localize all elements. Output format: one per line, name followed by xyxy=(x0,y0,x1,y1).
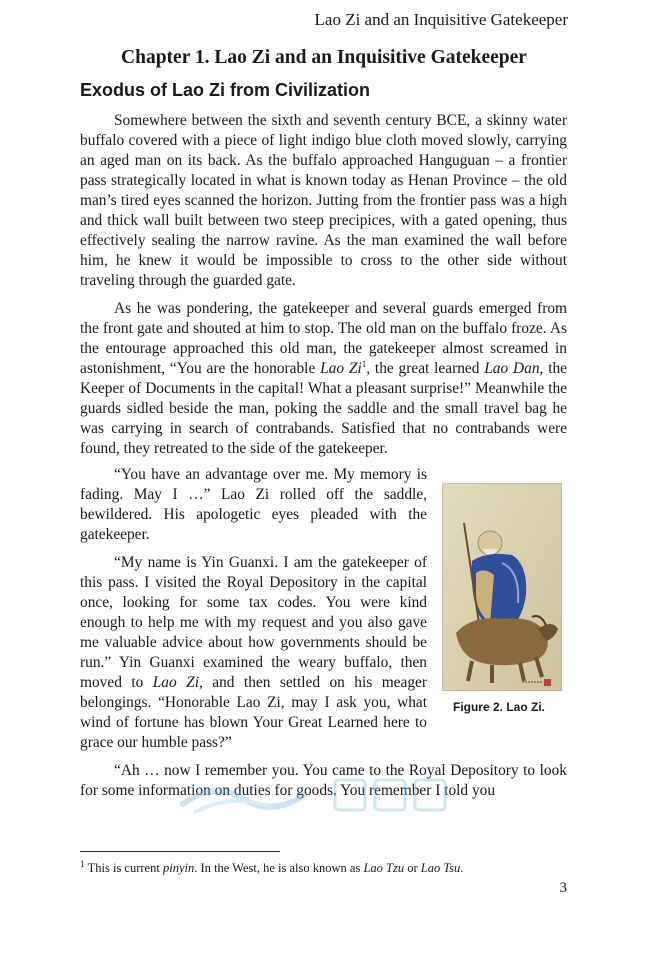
footnote-marker: 1 xyxy=(80,858,85,869)
footnote-lao-tsu: Lao Tsu xyxy=(420,861,461,875)
paragraph-2 xyxy=(80,299,567,459)
seal-stamp xyxy=(544,679,551,686)
paragraph-4-text-c: and then settled on his meager belongings. “Honorable Lao Zi, may I ask you, what wind of fortune has blown Your Great Learned here to grace our humble pass?” xyxy=(80,674,427,751)
footnote-1 xyxy=(80,858,464,876)
section-title: Exodus of Lao Zi from Civilization xyxy=(80,80,371,100)
footnote-text-a: This is current xyxy=(87,861,163,875)
paragraph-2-text-e: , the Keeper of Documents in the capital! What a pleasant surprise!” Meanwhile the guards sidled beside the man, poking the saddle and the small travel bag he was carrying in search of contrabands. Satisfied that no contrabands were found, they retreated to the side of the gatekeeper. xyxy=(80,360,568,457)
running-head: Lao Zi and an Inquisitive Gatekeeper xyxy=(314,10,568,29)
paragraph-2-text-c: , the great learned xyxy=(366,360,485,377)
body-text xyxy=(80,111,567,809)
paragraph-1: Somewhere between the sixth and seventh century BCE, a skinny water buffalo covered with a piece of light indigo blue cloth moved slowly, carrying an aged man on its back. As the buffalo approached Hanguguan – a frontier pass strategically located in what is known today as Henan Province – the old man’s tired eyes scanned the horizon. Jutting from the frontier pass was a high and thick wall built between two steep precipices, with a gated opening, thus effectively sealing the narrow ravine. As the man examined the wall before him, he knew it would be impossible to cross to the other side without traveling through the guarded gate. xyxy=(80,112,567,289)
page-number: 3 xyxy=(559,880,567,896)
figure-lao-zi xyxy=(437,483,567,717)
paragraph-5: “Ah … now I remember you. You came to the Royal Depository to look for some information on duties for goods. You remember I told you xyxy=(80,762,567,799)
figure-caption: Figure 2. Lao Zi. xyxy=(452,700,545,714)
footnote-lao-tzu: Lao Tzu xyxy=(363,861,405,875)
paragraph-3: “You have an advantage over me. My memory is fading. May I …” Lao Zi rolled off the saddle, bewildered. His apologetic eyes pleaded with the gatekeeper. xyxy=(80,466,427,543)
paragraph-4-text-a: “My name is Yin Guanxi. I am the gatekeeper of this pass. I visited the Royal Depository in the capital once, looking for some tax codes. You were kind enough to help me with my request and you also gave me valuable advice about how governments should be run.” Yin Guanxi examined the weary buffalo, then moved to xyxy=(80,554,427,691)
paragraph-2-text-a: As he was pondering, the gatekeeper and several guards emerged from the front gate and shouted at him to stop. The old man on the buffalo froze. As the entourage approached this old man, the gatekeeper almost screamed in astonishment, “You are the honorable xyxy=(80,300,567,377)
footnote-ref[interactable]: 1 xyxy=(361,358,367,369)
footnote-text-g: . xyxy=(460,861,464,875)
lao-zi-painting-image xyxy=(442,483,562,691)
name-lao-zi: Lao Zi xyxy=(320,360,362,377)
footnote-rule xyxy=(80,851,280,852)
footnote-text-c: . In the West, he is also known as xyxy=(194,861,364,875)
name-lao-zi-2: Lao Zi, xyxy=(152,674,203,691)
chapter-title: Chapter 1. Lao Zi and an Inquisitive Gatekeeper xyxy=(121,47,527,68)
name-lao-dan: Lao Dan xyxy=(484,360,540,377)
footnote-text-e: or xyxy=(404,861,421,875)
footnote-pinyin: pinyin xyxy=(162,861,195,875)
